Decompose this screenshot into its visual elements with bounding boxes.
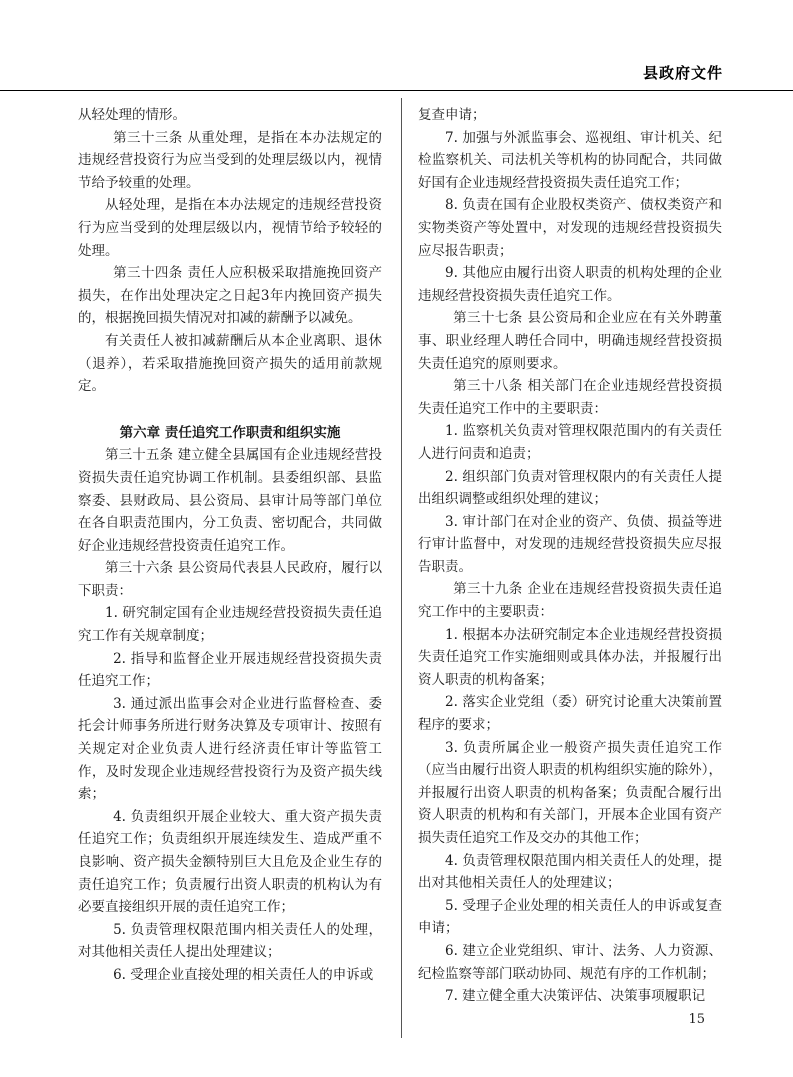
article-34: 第三十四条 责任人应积极采取措施挽回资产损失，在作出处理决定之日起3年内挽回资产损失的，根据挽回损失情况对扣减的薪酬予以减免。	[78, 265, 382, 327]
list-item: 2. 落实企业党组（委）研究讨论重大决策前置程序的要求；	[418, 694, 722, 734]
article-37: 第三十七条 县公资局和企业应在有关外聘董事、职业经理人聘任合同中，明确违规经营投资损失责任追究的原则要求。	[418, 310, 722, 372]
article-36: 第三十六条 县公资局代表县人民政府，履行以下职责：	[78, 560, 382, 599]
list-item: 3. 通过派出监事会对企业进行监督检查、委托会计师事务所进行财务决算及专项审计、按照有关规定对企业负责人进行经济责任审计等监管工作，及时发现企业违规经营投资行为及资产损失线索；	[78, 695, 382, 803]
paragraph-light-handling: 从轻处理，是指在本办法规定的违规经营投资行为应当受到的处理层级以内，视情节给予较轻的处理。	[78, 197, 382, 259]
paragraph-continuation: 复查申请；	[418, 107, 486, 123]
left-column	[78, 104, 382, 987]
page-number: 15	[688, 1012, 705, 1027]
list-item: 1. 研究制定国有企业违规经营投资损失责任追究工作有关规章制度；	[78, 605, 382, 645]
list-item: 9. 其他应由履行出资人职责的机构处理的企业违规经营投资损失责任追究工作。	[418, 265, 722, 304]
list-item: 2. 组织部门负责对管理权限内的有关责任人提出组织调整或组织处理的建议；	[418, 468, 722, 508]
article-33: 第三十三条 从重处理，是指在本办法规定的违规经营投资行为应当受到的处理层级以内，视情节给予较重的处理。	[78, 129, 382, 191]
list-item: 5. 受理子企业处理的相关责任人的申诉或复查申请；	[418, 897, 722, 937]
chapter-6-heading: 第六章 责任追究工作职责和组织实施	[119, 424, 341, 441]
paragraph-continuation: 从轻处理的情形。	[78, 107, 186, 123]
header-rule	[0, 90, 793, 91]
list-item: 1. 监察机关负责对管理权限范围内的有关责任人进行问责和追责；	[418, 423, 722, 462]
list-item: 7. 建立健全重大决策评估、决策事项履职记	[445, 988, 706, 1005]
list-item: 3. 审计部门在对企业的资产、负债、损益等进行审计监督中，对发现的违规经营投资损失应尽报告职责。	[418, 513, 722, 575]
paragraph-resignation: 有关责任人被扣减薪酬后从本企业离职、退休（退养），若采取措施挽回资产损失的适用前款规定。	[78, 332, 382, 395]
page-header-title: 县政府文件	[642, 64, 723, 82]
list-item: 6. 建立企业党组织、审计、法务、人力资源、纪检监察等部门联动协同、规范有序的工作机制；	[418, 942, 722, 982]
article-35: 第三十五条 建立健全县属国有企业违规经营投资损失责任追究协调工作机制。县委组织部、县监察委、县财政局、县公资局、县审计局等部门单位在各自职责范围内，分工负责、密切配合，共同做好企业违规经营投资责任追究工作。	[78, 447, 382, 554]
list-item: 4. 负责组织开展企业较大、重大资产损失责任追究工作；负责组织开展连续发生、造成严重不良影响、资产损失金额特别巨大且危及企业生存的责任追究工作；负责履行出资人职责的机构认为有必要直接组织开展的责任追究工作；	[78, 808, 382, 916]
article-39: 第三十九条 企业在违规经营投资损失责任追究工作中的主要职责：	[418, 581, 722, 621]
list-item: 6. 受理企业直接处理的相关责任人的申诉或	[113, 966, 374, 983]
list-item: 4. 负责管理权限范围内相关责任人的处理，提出对其他相关责任人的处理建议；	[418, 852, 722, 892]
list-item: 5. 负责管理权限范围内相关责任人的处理，对其他相关责任人提出处理建议；	[78, 921, 382, 961]
list-item: 8. 负责在国有企业股权类资产、债权类资产和实物类资产等处置中，对发现的违规经营投资损失应尽报告职责；	[418, 197, 722, 259]
column-divider	[401, 98, 402, 1038]
list-item: 1. 根据本办法研究制定本企业违规经营投资损失责任追究工作实施细则或具体办法，并报履行出资人职责的机构备案；	[418, 626, 722, 688]
article-38: 第三十八条 相关部门在企业违规经营投资损失责任追究工作中的主要职责：	[418, 378, 722, 417]
right-column	[418, 104, 722, 1008]
list-item: 2. 指导和监督企业开展违规经营投资损失责任追究工作；	[78, 650, 382, 690]
list-item: 3. 负责所属企业一般资产损失责任追究工作（应当由履行出资人职责的机构组织实施的除外），并报履行出资人职责的机构备案；负责配合履行出资人职责的机构和有关部门，开展本企业国有资产损失责任追究工作及交办的其他工作；	[418, 739, 722, 846]
list-item: 7. 加强与外派监事会、巡视组、审计机关、纪检监察机关、司法机关等机构的协同配合，共同做好国有企业违规经营投资损失责任追究工作；	[418, 129, 722, 191]
